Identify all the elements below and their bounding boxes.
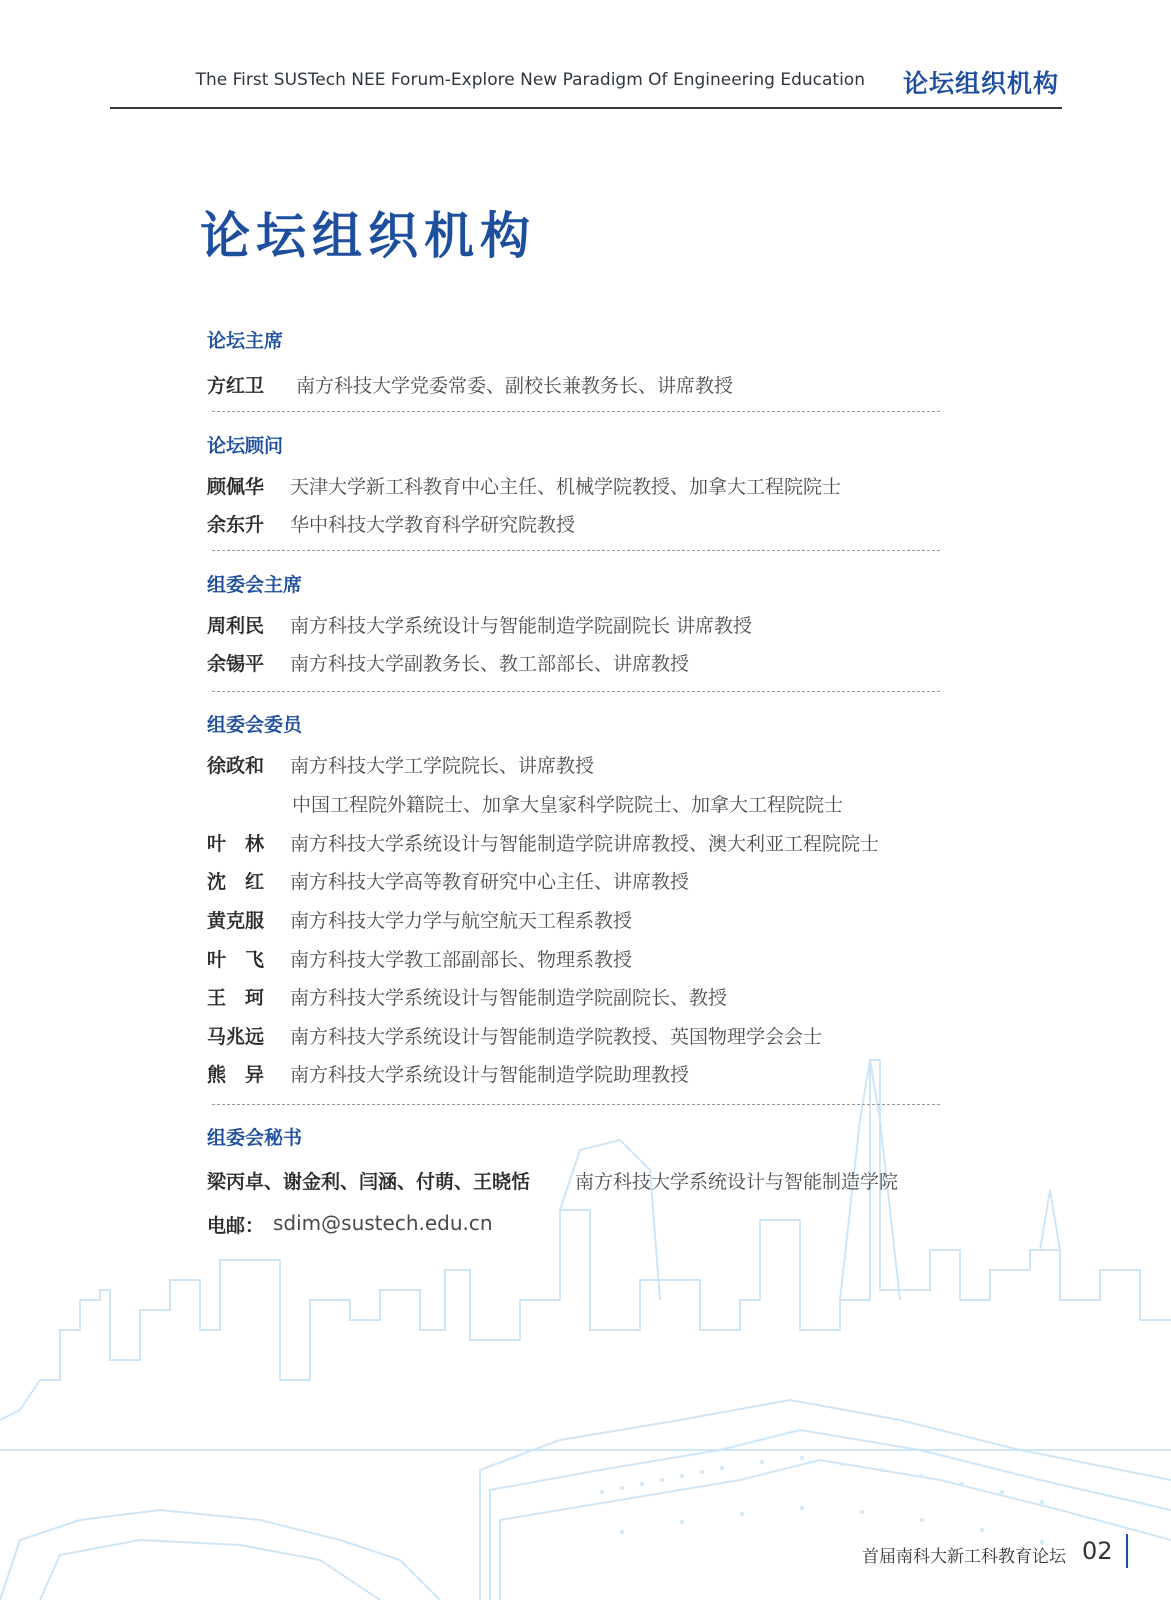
member-name: 沈 红 (207, 871, 265, 893)
member-name: 顾佩华 (207, 476, 265, 498)
member-desc: 南方科技大学高等教育研究中心主任、讲席教授 (290, 871, 690, 893)
member-desc: 南方科技大学工学院院长、讲席教授 (290, 755, 595, 777)
page-title: 论坛组织机构 (200, 207, 536, 265)
member-desc: 南方科技大学系统设计与智能制造学院助理教授 (290, 1064, 690, 1086)
section-divider (212, 1104, 940, 1105)
member-desc-extra: 中国工程院外籍院士、加拿大皇家科学院院士、加拿大工程院院士 (292, 794, 844, 816)
member-desc: 南方科技大学系统设计与智能制造学院讲席教授、澳大利亚工程院院士 (290, 833, 880, 855)
secretary-names: 梁丙卓、谢金利、闫涵、付萌、王晓恬 (207, 1171, 531, 1193)
member-name: 余东升 (207, 514, 265, 536)
member-name: 叶 林 (207, 833, 265, 855)
member-name: 方红卫 (207, 375, 265, 397)
member-name: 熊 异 (207, 1064, 265, 1086)
member-desc: 南方科技大学系统设计与智能制造学院副院长、教授 (290, 987, 728, 1009)
section-divider (212, 411, 940, 412)
member-name: 余锡平 (207, 653, 265, 675)
header-chinese-title: 论坛组织机构 (903, 69, 1060, 98)
page-number: 02 (1082, 1537, 1113, 1565)
member-desc: 南方科技大学系统设计与智能制造学院教授、英国物理学会会士 (290, 1026, 823, 1048)
section-divider (212, 691, 940, 692)
section-heading-chair: 论坛主席 (207, 330, 284, 352)
member-desc: 天津大学新工科教育中心主任、机械学院教授、加拿大工程院院士 (290, 476, 842, 498)
header-english-title: The First SUSTech NEE Forum-Explore New Paradigm Of Engineering Education (195, 70, 865, 90)
member-desc: 南方科技大学系统设计与智能制造学院副院长 讲席教授 (290, 615, 753, 637)
member-name: 叶 飞 (207, 949, 265, 971)
member-name: 王 珂 (207, 987, 265, 1009)
section-divider (212, 550, 940, 551)
member-desc: 南方科技大学副教务长、教工部部长、讲席教授 (290, 653, 690, 675)
secretary-desc: 南方科技大学系统设计与智能制造学院 (575, 1171, 899, 1193)
email-address[interactable]: sdim@sustech.edu.cn (273, 1211, 493, 1235)
member-name: 马兆远 (207, 1026, 265, 1048)
member-desc: 南方科技大学党委常委、副校长兼教务长、讲席教授 (296, 375, 734, 397)
member-name: 周利民 (207, 615, 265, 637)
member-desc: 华中科技大学教育科学研究院教授 (290, 514, 576, 536)
member-desc: 南方科技大学教工部副部长、物理系教授 (290, 949, 633, 971)
header-divider (110, 107, 1062, 109)
member-name: 黄克服 (207, 910, 265, 932)
section-heading-committee-chair: 组委会主席 (207, 574, 303, 596)
section-heading-advisors: 论坛顾问 (207, 435, 284, 457)
email-label: 电邮： (207, 1215, 265, 1237)
member-name: 徐政和 (207, 755, 265, 777)
member-desc: 南方科技大学力学与航空航天工程系教授 (290, 910, 633, 932)
footer-title: 首届南科大新工科教育论坛 (862, 1547, 1066, 1567)
section-heading-secretaries: 组委会秘书 (207, 1127, 303, 1149)
section-heading-committee-members: 组委会委员 (207, 714, 303, 736)
footer-accent-bar (1126, 1534, 1128, 1568)
